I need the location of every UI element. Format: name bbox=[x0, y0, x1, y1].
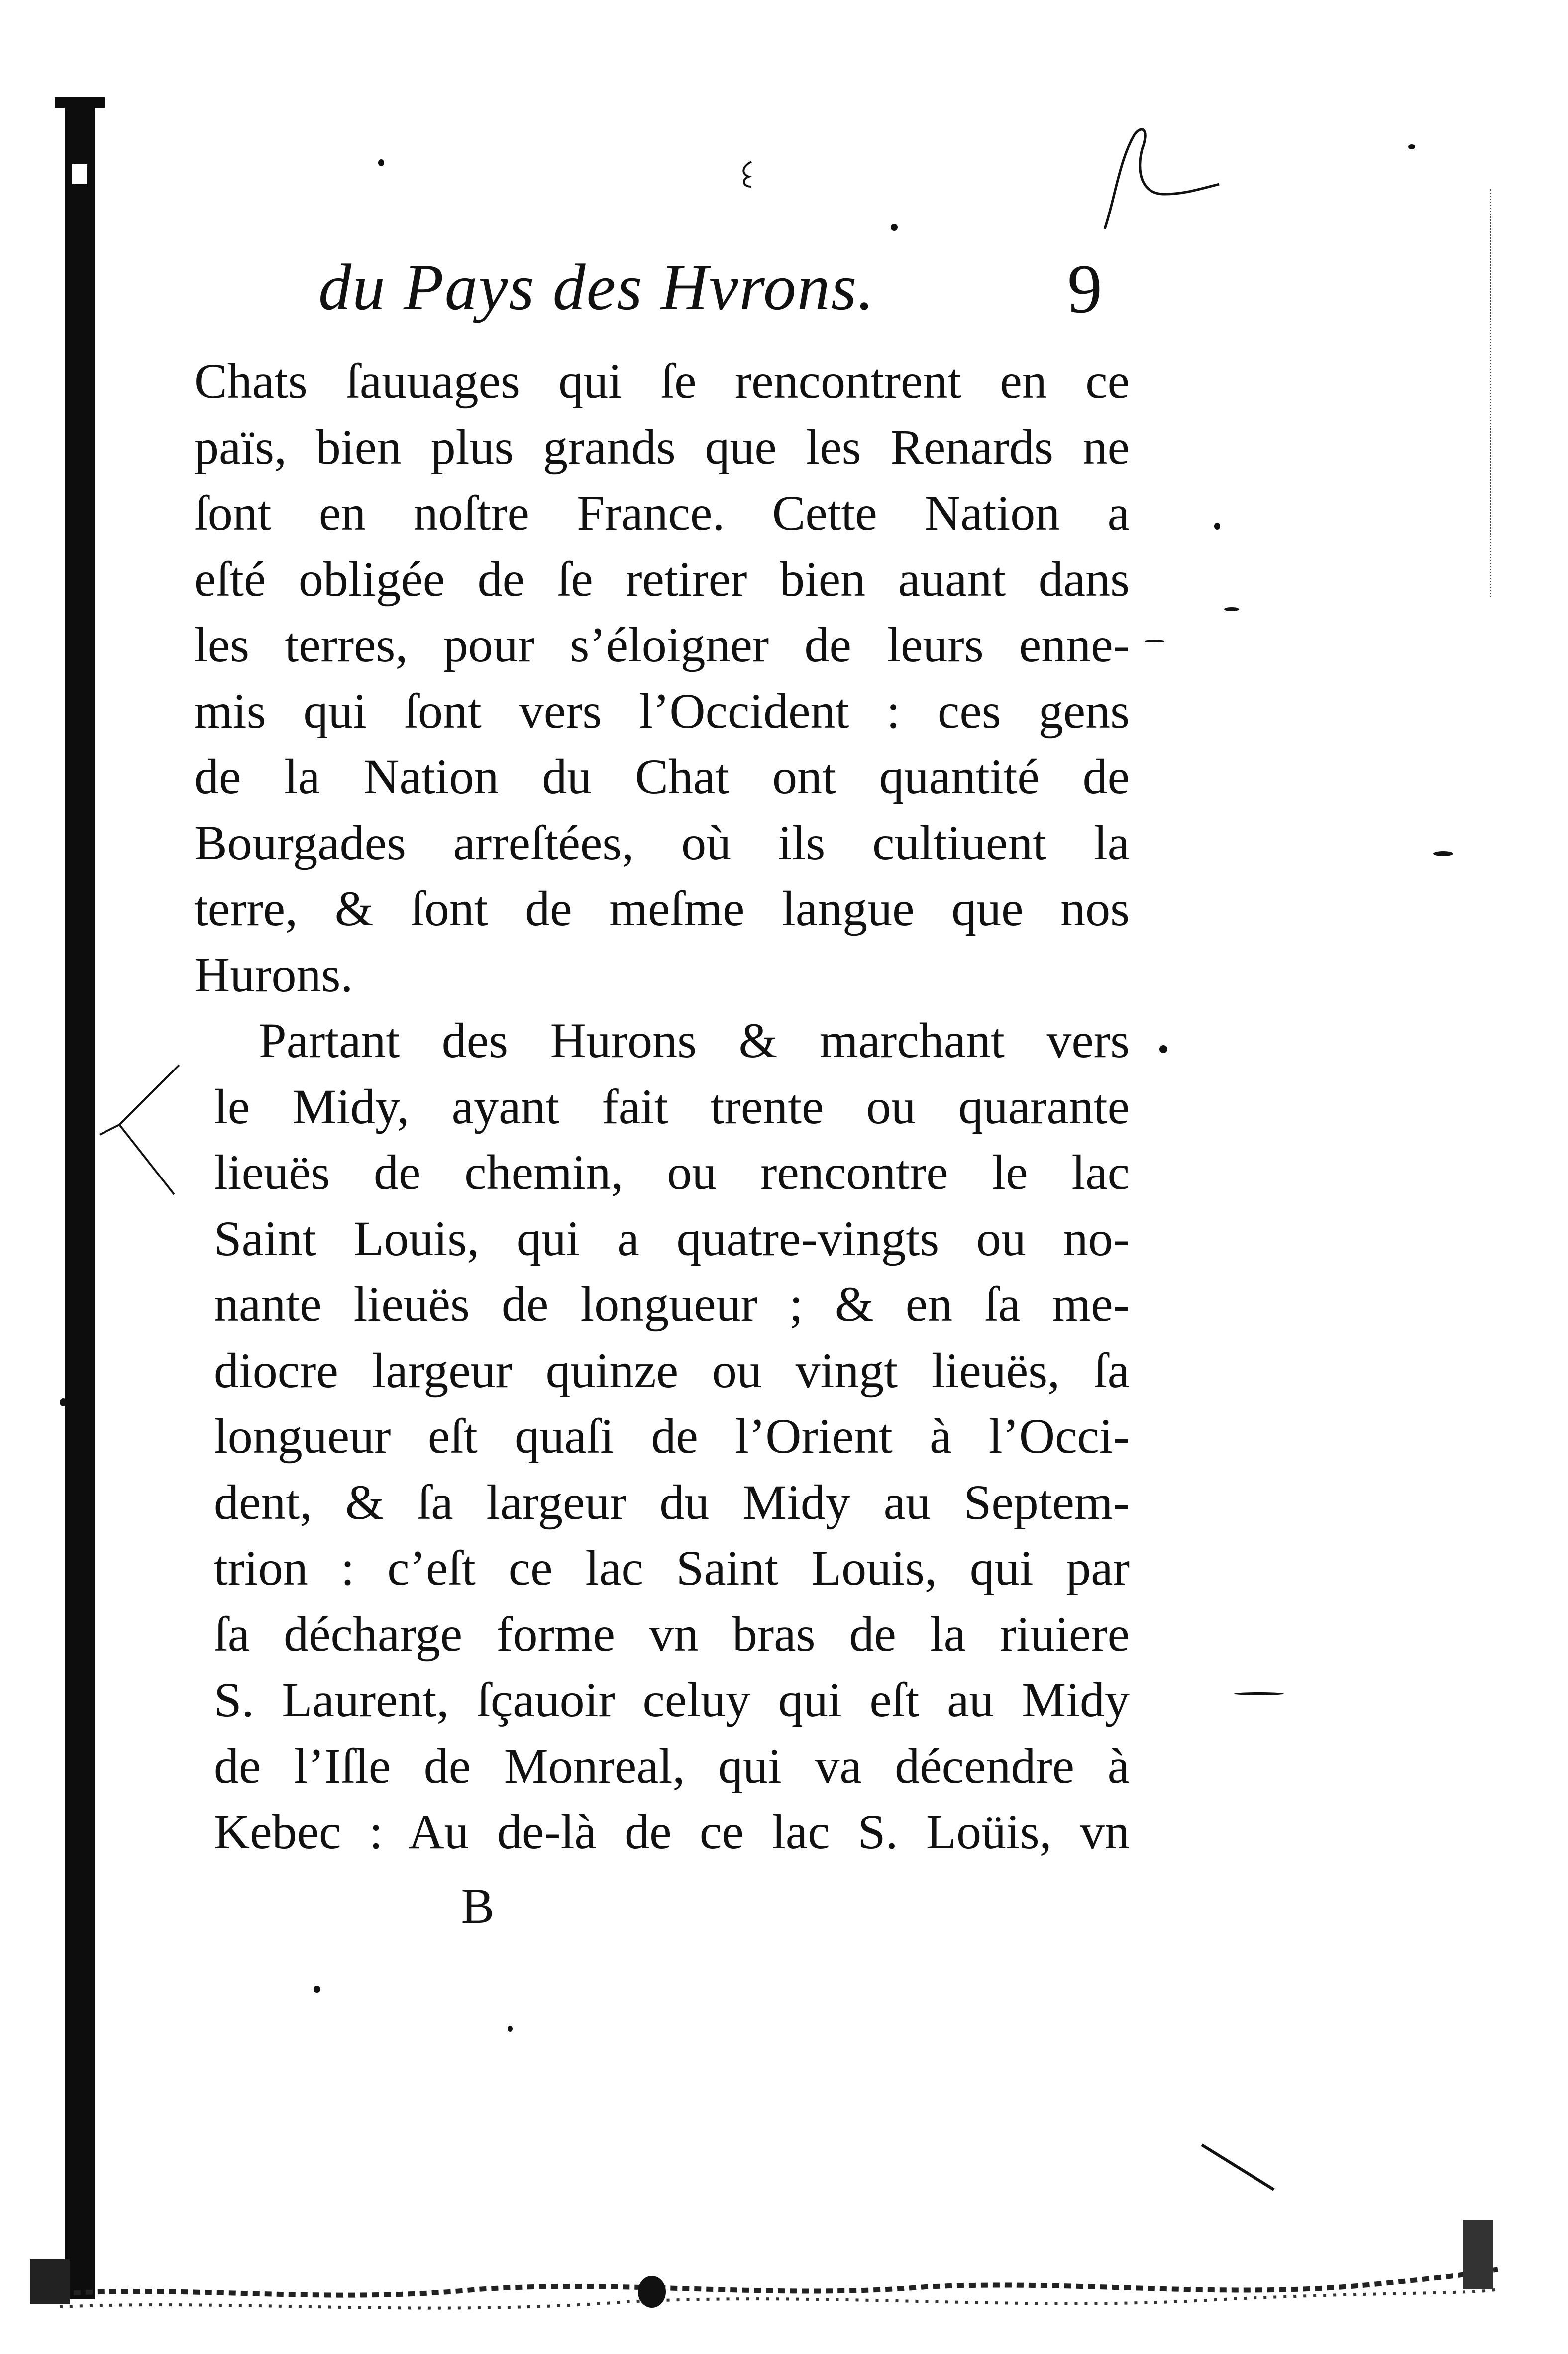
text-line: Bourgades arreſtées, où ils cultiuent la bbox=[194, 815, 1130, 870]
dust-speck bbox=[508, 2026, 513, 2032]
text-line: lieuës de chemin, ou rencontre le lac bbox=[214, 1145, 1130, 1200]
paragraph bbox=[194, 1008, 1130, 1865]
dust-speck bbox=[891, 224, 898, 231]
text-line: dent, & ſa largeur du Midy au Septem- bbox=[214, 1474, 1130, 1530]
text-line: Chats ſauuages qui ſe rencontrent en ce bbox=[194, 353, 1130, 409]
page-number: 9 bbox=[1067, 250, 1102, 327]
text-line: les terres, pour s’éloigner de leurs enne- bbox=[194, 617, 1130, 672]
text-line: nante lieuës de longueur ; & en ſa me- bbox=[214, 1277, 1130, 1332]
dust-speck bbox=[1234, 1692, 1284, 1695]
dust-speck bbox=[314, 1986, 320, 1993]
text-line: Kebec : Au de-là de ce lac S. Loüis, vn bbox=[214, 1804, 1130, 1859]
text-line: longueur eſt quaſi de l’Orient à l’Occi- bbox=[214, 1408, 1130, 1464]
dust-speck bbox=[1145, 640, 1164, 642]
text-line: Hurons. bbox=[194, 947, 353, 1002]
dust-speck bbox=[1408, 144, 1415, 149]
text-line: terre, & ſont de meſme langue que nos bbox=[194, 881, 1130, 936]
text-line: mis qui ſont vers l’Occident : ces gens bbox=[194, 683, 1130, 739]
body-text bbox=[194, 348, 1130, 1865]
dust-speck bbox=[1433, 851, 1453, 856]
text-line: de la Nation du Chat ont quantité de bbox=[194, 749, 1130, 804]
dust-speck bbox=[1159, 1045, 1167, 1053]
text-line: de l’Iſle de Monreal, qui va décendre à bbox=[214, 1738, 1130, 1794]
text-line: ſa décharge forme vn bras de la riuiere bbox=[214, 1606, 1130, 1662]
text-line: S. Laurent, ſçauoir celuy qui eſt au Midy bbox=[214, 1672, 1130, 1727]
dust-speck bbox=[60, 1398, 67, 1406]
text-line: trion : c’eſt ce lac Saint Louis, qui par bbox=[214, 1540, 1130, 1596]
running-head: du Pays des Hvrons. bbox=[318, 250, 875, 323]
dust-speck bbox=[1214, 523, 1220, 530]
text-line: païs, bien plus grands que les Renards ne bbox=[194, 419, 1130, 475]
dust-speck bbox=[1224, 607, 1239, 611]
dust-speck bbox=[378, 159, 384, 166]
text-line: diocre largeur quinze ou vingt lieuës, ſa bbox=[214, 1342, 1130, 1398]
right-edge-speckle bbox=[1490, 189, 1493, 597]
text-line: Saint Louis, qui a quatre-vingts ou no- bbox=[214, 1210, 1130, 1266]
paragraph bbox=[194, 348, 1130, 1008]
handwritten-top-mark bbox=[1095, 119, 1224, 249]
text-line: le Midy, ayant fait trente ou quarante bbox=[214, 1078, 1130, 1134]
ink-stroke bbox=[1199, 2140, 1279, 2195]
text-line: Partant des Hurons & marchant vers bbox=[259, 1013, 1130, 1068]
scan-noise-bottom bbox=[30, 2200, 1503, 2329]
binding-edge-notch bbox=[72, 164, 87, 184]
ink-mark bbox=[736, 159, 756, 189]
text-line: eſté obligée de ſe retirer bien auant dans bbox=[194, 551, 1130, 607]
text-line: ſont en noſtre France. Cette Nation a bbox=[194, 485, 1130, 540]
signature-mark: B bbox=[461, 1878, 495, 1933]
ink-stroke bbox=[90, 1055, 189, 1204]
